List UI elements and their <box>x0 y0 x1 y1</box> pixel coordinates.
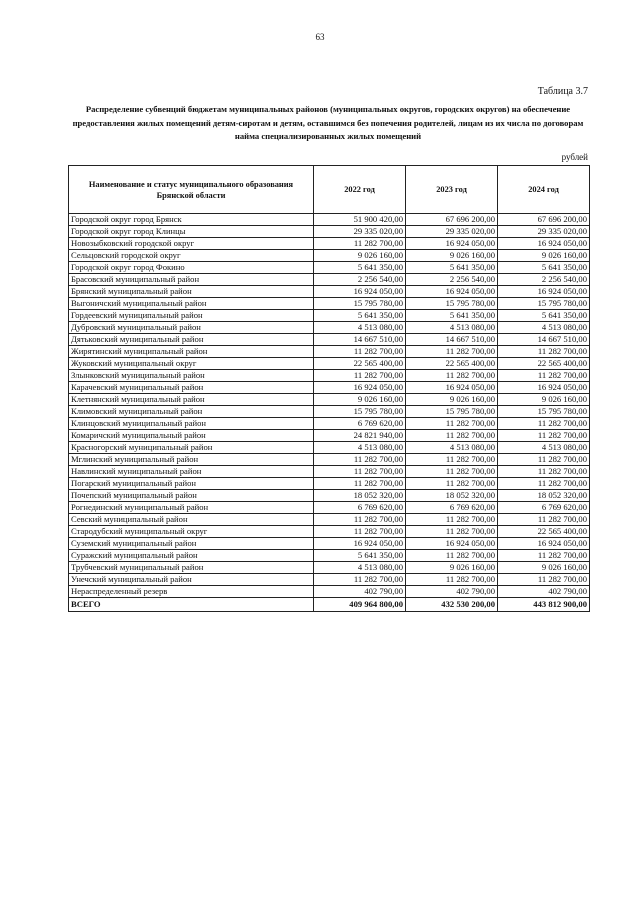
cell-name: Карачевский муниципальный район <box>69 382 314 394</box>
total-row <box>69 598 590 612</box>
cell-2022: 11 282 700,00 <box>314 478 406 490</box>
cell-name: Брасовский муниципальный район <box>69 274 314 286</box>
cell-2024: 11 282 700,00 <box>498 346 590 358</box>
cell-2023: 67 696 200,00 <box>406 214 498 226</box>
cell-2024: 2 256 540,00 <box>498 274 590 286</box>
cell-name: Городской округ город Брянск <box>69 214 314 226</box>
cell-name: Севский муниципальный район <box>69 514 314 526</box>
cell-2022: 11 282 700,00 <box>314 454 406 466</box>
cell-2024: 29 335 020,00 <box>498 226 590 238</box>
table-row <box>69 238 590 250</box>
cell-2024: 11 282 700,00 <box>498 574 590 586</box>
cell-2022: 29 335 020,00 <box>314 226 406 238</box>
cell-2022: 11 282 700,00 <box>314 370 406 382</box>
cell-2022: 9 026 160,00 <box>314 250 406 262</box>
cell-name: Брянский муниципальный район <box>69 286 314 298</box>
table-row <box>69 382 590 394</box>
cell-2024: 11 282 700,00 <box>498 550 590 562</box>
total-label: ВСЕГО <box>69 598 314 612</box>
header-2024: 2024 год <box>498 166 590 214</box>
cell-2022: 24 821 940,00 <box>314 430 406 442</box>
cell-2023: 5 641 350,00 <box>406 310 498 322</box>
cell-2023: 9 026 160,00 <box>406 562 498 574</box>
subsidy-table <box>68 165 590 612</box>
cell-2022: 15 795 780,00 <box>314 406 406 418</box>
cell-2024: 4 513 080,00 <box>498 322 590 334</box>
table-row <box>69 370 590 382</box>
cell-name: Комаричский муниципальный район <box>69 430 314 442</box>
table-row <box>69 550 590 562</box>
cell-2024: 16 924 050,00 <box>498 238 590 250</box>
cell-2022: 5 641 350,00 <box>314 550 406 562</box>
cell-2024: 22 565 400,00 <box>498 358 590 370</box>
cell-name: Гордеевский муниципальный район <box>69 310 314 322</box>
cell-2023: 11 282 700,00 <box>406 550 498 562</box>
cell-2024: 15 795 780,00 <box>498 298 590 310</box>
cell-2024: 22 565 400,00 <box>498 526 590 538</box>
table-row <box>69 322 590 334</box>
cell-2024: 11 282 700,00 <box>498 478 590 490</box>
cell-name: Суземский муниципальный район <box>69 538 314 550</box>
cell-name: Новозыбковский городской округ <box>69 238 314 250</box>
cell-2022: 15 795 780,00 <box>314 298 406 310</box>
cell-name: Выгоничский муниципальный район <box>69 298 314 310</box>
cell-2023: 18 052 320,00 <box>406 490 498 502</box>
cell-2023: 5 641 350,00 <box>406 262 498 274</box>
cell-2022: 22 565 400,00 <box>314 358 406 370</box>
header-2023: 2023 год <box>406 166 498 214</box>
table-row <box>69 346 590 358</box>
cell-2023: 15 795 780,00 <box>406 298 498 310</box>
cell-name: Клетнянский муниципальный район <box>69 394 314 406</box>
cell-2023: 29 335 020,00 <box>406 226 498 238</box>
table-row <box>69 310 590 322</box>
cell-name: Трубчевский муниципальный район <box>69 562 314 574</box>
table-row <box>69 502 590 514</box>
cell-2024: 11 282 700,00 <box>498 454 590 466</box>
table-row <box>69 358 590 370</box>
cell-2022: 2 256 540,00 <box>314 274 406 286</box>
cell-name: Городской округ город Клинцы <box>69 226 314 238</box>
cell-2023: 9 026 160,00 <box>406 394 498 406</box>
cell-2022: 5 641 350,00 <box>314 310 406 322</box>
table-row <box>69 418 590 430</box>
page-number: 63 <box>315 32 325 42</box>
cell-2022: 4 513 080,00 <box>314 562 406 574</box>
cell-2024: 402 790,00 <box>498 586 590 598</box>
cell-name: Сельцовский городской округ <box>69 250 314 262</box>
cell-2024: 9 026 160,00 <box>498 394 590 406</box>
cell-2023: 15 795 780,00 <box>406 406 498 418</box>
cell-2024: 16 924 050,00 <box>498 382 590 394</box>
cell-2023: 11 282 700,00 <box>406 454 498 466</box>
cell-2022: 11 282 700,00 <box>314 466 406 478</box>
cell-name: Жирятинский муниципальный район <box>69 346 314 358</box>
total-2022: 409 964 800,00 <box>314 598 406 612</box>
cell-2023: 4 513 080,00 <box>406 442 498 454</box>
units-label: рублей <box>561 152 588 162</box>
cell-2023: 11 282 700,00 <box>406 430 498 442</box>
cell-2023: 6 769 620,00 <box>406 502 498 514</box>
cell-name: Почепский муниципальный район <box>69 490 314 502</box>
header-2022: 2022 год <box>314 166 406 214</box>
cell-2023: 11 282 700,00 <box>406 574 498 586</box>
cell-name: Нераспределенный резерв <box>69 586 314 598</box>
cell-2023: 11 282 700,00 <box>406 526 498 538</box>
table-row <box>69 262 590 274</box>
cell-2023: 11 282 700,00 <box>406 514 498 526</box>
cell-2024: 18 052 320,00 <box>498 490 590 502</box>
cell-2023: 14 667 510,00 <box>406 334 498 346</box>
cell-2024: 11 282 700,00 <box>498 430 590 442</box>
cell-2023: 2 256 540,00 <box>406 274 498 286</box>
cell-name: Злынковский муниципальный район <box>69 370 314 382</box>
cell-name: Унечский муниципальный район <box>69 574 314 586</box>
cell-2022: 51 900 420,00 <box>314 214 406 226</box>
cell-name: Мглинский муниципальный район <box>69 454 314 466</box>
cell-2024: 5 641 350,00 <box>498 262 590 274</box>
cell-2022: 16 924 050,00 <box>314 382 406 394</box>
cell-2022: 11 282 700,00 <box>314 238 406 250</box>
cell-2023: 16 924 050,00 <box>406 382 498 394</box>
cell-2024: 67 696 200,00 <box>498 214 590 226</box>
cell-2024: 16 924 050,00 <box>498 286 590 298</box>
cell-2024: 4 513 080,00 <box>498 442 590 454</box>
cell-2024: 16 924 050,00 <box>498 538 590 550</box>
cell-2023: 11 282 700,00 <box>406 418 498 430</box>
cell-2022: 14 667 510,00 <box>314 334 406 346</box>
table-row <box>69 526 590 538</box>
table-title: Распределение субвенций бюджетам муниципальных районов (муниципальных округов, городских округов) на обеспечение предоставления жилых помещений детям-сиротам и детям, оставшимся без попечения родителей, лицам из их числа по договорам найма специализированных жилых помещений <box>72 104 584 141</box>
header-name: Наименование и статус муниципального образования Брянской области <box>69 166 314 214</box>
table-row <box>69 214 590 226</box>
table-row <box>69 394 590 406</box>
cell-2024: 15 795 780,00 <box>498 406 590 418</box>
cell-name: Клинцовский муниципальный район <box>69 418 314 430</box>
cell-2022: 16 924 050,00 <box>314 286 406 298</box>
table-row <box>69 250 590 262</box>
cell-name: Городской округ город Фокино <box>69 262 314 274</box>
table-row <box>69 562 590 574</box>
cell-2024: 14 667 510,00 <box>498 334 590 346</box>
table-body <box>69 214 590 612</box>
cell-name: Климовский муниципальный район <box>69 406 314 418</box>
cell-name: Красногорский муниципальный район <box>69 442 314 454</box>
cell-2024: 11 282 700,00 <box>498 514 590 526</box>
cell-2022: 11 282 700,00 <box>314 346 406 358</box>
cell-2024: 6 769 620,00 <box>498 502 590 514</box>
cell-2022: 6 769 620,00 <box>314 418 406 430</box>
cell-2023: 9 026 160,00 <box>406 250 498 262</box>
table-row <box>69 538 590 550</box>
cell-2024: 9 026 160,00 <box>498 562 590 574</box>
cell-name: Жуковский муниципальный округ <box>69 358 314 370</box>
cell-2023: 16 924 050,00 <box>406 238 498 250</box>
cell-name: Дубровский муниципальный район <box>69 322 314 334</box>
cell-2024: 11 282 700,00 <box>498 466 590 478</box>
cell-2022: 4 513 080,00 <box>314 442 406 454</box>
cell-2022: 11 282 700,00 <box>314 526 406 538</box>
table-row <box>69 454 590 466</box>
table-row <box>69 478 590 490</box>
table-row <box>69 298 590 310</box>
cell-2022: 4 513 080,00 <box>314 322 406 334</box>
total-2024: 443 812 900,00 <box>498 598 590 612</box>
table-header-row <box>69 166 590 214</box>
table-row <box>69 574 590 586</box>
cell-2024: 11 282 700,00 <box>498 370 590 382</box>
table-row <box>69 514 590 526</box>
cell-2024: 5 641 350,00 <box>498 310 590 322</box>
cell-name: Навлинский муниципальный район <box>69 466 314 478</box>
cell-2023: 402 790,00 <box>406 586 498 598</box>
cell-name: Рогнединский муниципальный район <box>69 502 314 514</box>
cell-2023: 22 565 400,00 <box>406 358 498 370</box>
table-row <box>69 334 590 346</box>
table-row <box>69 430 590 442</box>
cell-name: Погарский муниципальный район <box>69 478 314 490</box>
table-row <box>69 490 590 502</box>
table-row <box>69 442 590 454</box>
cell-2022: 9 026 160,00 <box>314 394 406 406</box>
cell-2023: 11 282 700,00 <box>406 346 498 358</box>
cell-2022: 11 282 700,00 <box>314 574 406 586</box>
cell-2023: 11 282 700,00 <box>406 466 498 478</box>
cell-2022: 6 769 620,00 <box>314 502 406 514</box>
table-row <box>69 586 590 598</box>
cell-name: Суражский муниципальный район <box>69 550 314 562</box>
cell-2023: 11 282 700,00 <box>406 370 498 382</box>
cell-2022: 16 924 050,00 <box>314 538 406 550</box>
cell-2023: 16 924 050,00 <box>406 286 498 298</box>
total-2023: 432 530 200,00 <box>406 598 498 612</box>
cell-name: Стародубский муниципальный округ <box>69 526 314 538</box>
table-row <box>69 286 590 298</box>
table-label: Таблица 3.7 <box>537 86 588 97</box>
cell-name: Дятьковский муниципальный район <box>69 334 314 346</box>
table-row <box>69 466 590 478</box>
cell-2022: 11 282 700,00 <box>314 514 406 526</box>
cell-2023: 11 282 700,00 <box>406 478 498 490</box>
cell-2024: 9 026 160,00 <box>498 250 590 262</box>
table-row <box>69 274 590 286</box>
cell-2022: 5 641 350,00 <box>314 262 406 274</box>
cell-2022: 18 052 320,00 <box>314 490 406 502</box>
cell-2022: 402 790,00 <box>314 586 406 598</box>
table-row <box>69 226 590 238</box>
cell-2024: 11 282 700,00 <box>498 418 590 430</box>
cell-2023: 16 924 050,00 <box>406 538 498 550</box>
table-row <box>69 406 590 418</box>
cell-2023: 4 513 080,00 <box>406 322 498 334</box>
